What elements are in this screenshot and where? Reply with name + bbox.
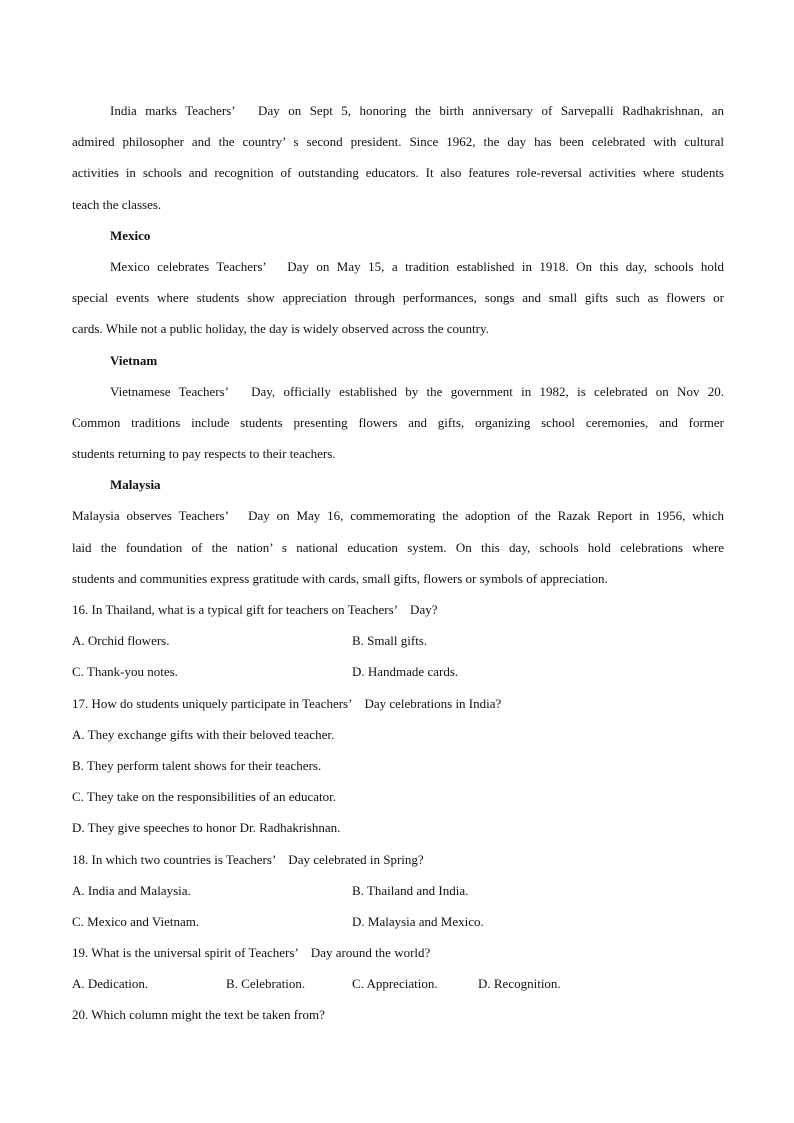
option-d: D. Handmade cards.: [352, 664, 459, 680]
question-stem: 19. What is the universal spirit of Teachers’ Day around the world?: [72, 945, 431, 961]
section-heading-malaysia: Malaysia: [110, 477, 161, 493]
option-b: B. Thailand and India.: [352, 882, 469, 898]
option-b: B. They perform talent shows for their teachers.: [72, 757, 322, 773]
option-b: B. Small gifts.: [352, 633, 428, 649]
option-c: C. They take on the responsibilities of an educator.: [72, 789, 337, 805]
option-a: A. India and Malaysia.: [72, 882, 191, 898]
india-paragraph-line: activities in schools and recognition of outstanding educators. It also features role-reversal activities where students: [72, 165, 724, 181]
section-heading-vietnam: Vietnam: [110, 352, 158, 368]
vietnam-paragraph-line: students returning to pay respects to their teachers.: [72, 446, 336, 462]
mexico-paragraph-line: cards. While not a public holiday, the day is widely observed across the country.: [72, 321, 489, 337]
malaysia-paragraph-line: laid the foundation of the nation’ s national education system. On this day, schools hold celebrations where: [72, 539, 724, 555]
option-d: D. Recognition.: [478, 976, 561, 992]
vietnam-section: [72, 351, 724, 476]
question-19: [72, 943, 724, 1005]
option-d: D. Malaysia and Mexico.: [352, 913, 484, 929]
question-18: [72, 850, 724, 944]
mexico-paragraph-line: special events where students show appreciation through performances, songs and small gifts such as flowers or: [72, 290, 724, 306]
vietnam-paragraph-line: Common traditions include students presenting flowers and gifts, organizing school ceremonies, and former: [72, 414, 724, 430]
question-17: [72, 694, 724, 850]
option-a: A. Dedication.: [72, 976, 149, 992]
india-paragraph-line: admired philosopher and the country’ s second president. Since 1962, the day has been celebrated with cultural: [72, 134, 724, 150]
india-paragraph-line: teach the classes.: [72, 196, 162, 212]
option-a: A. Orchid flowers.: [72, 633, 170, 649]
option-d: D. They give speeches to honor Dr. Radhakrishnan.: [72, 820, 341, 836]
malaysia-paragraph-line: students and communities express gratitude with cards, small gifts, flowers or symbols of appreciation.: [72, 570, 608, 586]
option-a: A. They exchange gifts with their beloved teacher.: [72, 726, 335, 742]
option-c: C. Mexico and Vietnam.: [72, 913, 200, 929]
mexico-paragraph-line: Mexico celebrates Teachers’ Day on May 15, a tradition established in 1918. On this day, schools hold: [110, 258, 724, 274]
question-stem: 18. In which two countries is Teachers’ Day celebrated in Spring?: [72, 851, 424, 867]
question-stem: 16. In Thailand, what is a typical gift for teachers on Teachers’ Day?: [72, 602, 438, 617]
section-heading-mexico: Mexico: [110, 227, 151, 243]
malaysia-paragraph-line: Malaysia observes Teachers’ Day on May 16, commemorating the adoption of the Razak Report in 1956, which: [72, 508, 724, 524]
question-stem: 20. Which column might the text be taken from?: [72, 1007, 325, 1023]
question-20: [72, 1005, 724, 1036]
question-16: [72, 600, 724, 694]
question-stem: 17. How do students uniquely participate in Teachers’ Day celebrations in India?: [72, 695, 502, 711]
option-b: B. Celebration.: [226, 976, 306, 992]
mexico-section: [72, 226, 724, 351]
malaysia-section: [72, 475, 724, 600]
option-c: C. Appreciation.: [352, 976, 438, 992]
vietnam-paragraph-line: Vietnamese Teachers’ Day, officially established by the government in 1982, is celebrated on Nov 20.: [110, 383, 724, 399]
option-c: C. Thank-you notes.: [72, 664, 178, 680]
india-section: [72, 101, 724, 226]
india-paragraph-line: India marks Teachers’ Day on Sept 5, honoring the birth anniversary of Sarvepalli Radhakrishnan, an: [110, 103, 724, 118]
